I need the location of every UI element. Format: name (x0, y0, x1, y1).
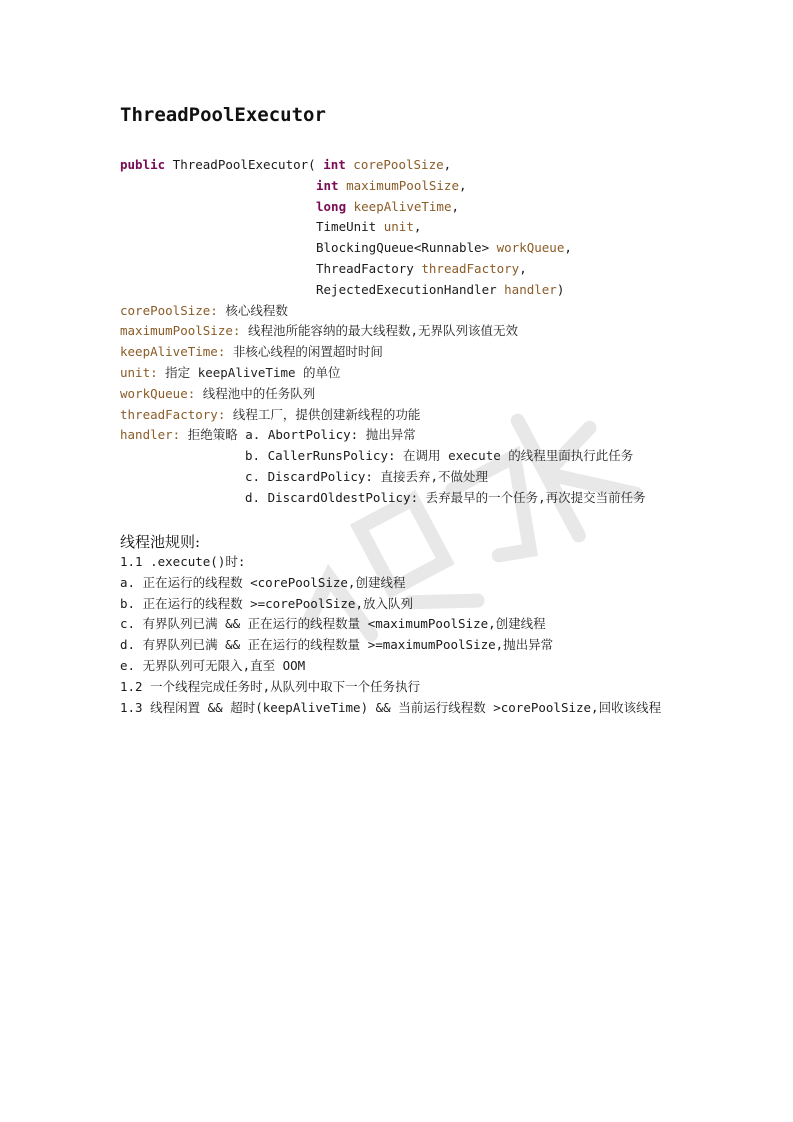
policy-line (120, 488, 646, 509)
param-type: TimeUnit (316, 219, 377, 235)
signature-param-line (120, 238, 646, 259)
param-desc-text: 线程工厂，提供创建新线程的功能 (225, 406, 421, 422)
param-type: int (316, 177, 339, 193)
signature-param-line (120, 197, 646, 218)
signature-param-line (120, 259, 646, 280)
rules-heading: 线程池规则: (120, 533, 201, 551)
rule-line: 1.2 一个线程完成任务时,从队列中取下一个任务执行 (120, 678, 421, 694)
param-desc-name: unit: (120, 364, 158, 380)
rule-line: 1.1 .execute()时: (120, 554, 246, 569)
param-separator: , (564, 240, 572, 256)
param-desc-line (120, 363, 646, 384)
param-desc-line (120, 321, 646, 342)
param-separator: , (413, 219, 422, 235)
policy-text: 在调用 execute 的线程里面执行此任务 (395, 448, 634, 464)
policy-name: b. CallerRunsPolicy: (245, 448, 396, 464)
param-desc-text: 线程池所能容纳的最大线程数,无界队列该值无效 (240, 323, 518, 339)
param-type: int (323, 157, 346, 172)
param-desc-line (120, 405, 646, 426)
param-desc-name: keepAliveTime: (120, 344, 226, 360)
param-separator: , (443, 157, 452, 172)
signature-param-line (120, 217, 646, 238)
handler-name: handler: (120, 427, 181, 443)
param-separator: , (451, 198, 459, 214)
param-type: BlockingQueue<Runnable> (316, 240, 490, 256)
signature-param-line (120, 176, 646, 197)
policy-text: 丢弃最早的一个任务,再次提交当前任务 (418, 489, 646, 505)
param-name: keepAliveTime (346, 198, 452, 214)
policy-line (120, 446, 646, 467)
param-desc-line (120, 301, 646, 322)
param-separator: ) (556, 281, 565, 297)
signature-param-line (120, 280, 646, 301)
keyword-public: public (120, 157, 166, 172)
param-name: workQueue (489, 240, 565, 256)
policy-name: a. AbortPolicy: (245, 427, 359, 443)
param-desc-line (120, 342, 646, 363)
rules-list (120, 552, 661, 718)
param-desc-name: maximumPoolSize: (120, 323, 241, 339)
handler-label: 拒绝策略 (180, 427, 246, 443)
rule-line: a. 正在运行的线程数 <corePoolSize,创建线程 (120, 574, 406, 590)
param-type: long (316, 198, 347, 214)
param-name: threadFactory (413, 260, 520, 276)
param-desc-text: 指定 keepAliveTime 的单位 (157, 364, 341, 380)
handler-desc-line (120, 425, 646, 446)
param-desc-text: 非核心线程的闲置超时时间 (225, 344, 383, 360)
signature-line-1 (120, 155, 646, 176)
constructor-block (120, 155, 646, 509)
policy-text: 抛出异常 (358, 427, 416, 443)
param-desc-name: corePoolSize: (120, 302, 218, 318)
policy-name: c. DiscardPolicy: (245, 468, 373, 484)
param-desc-name: threadFactory: (120, 406, 226, 422)
rule-line: 1.3 线程闲置 && 超时(keepAliveTime) && 当前运行线程数 >corePoolSize,回收该线程 (120, 699, 662, 715)
param-desc-text: 核心线程数 (217, 302, 288, 318)
param-desc-line (120, 384, 646, 405)
rule-line: c. 有界队列已满 && 正在运行的线程数量 <maximumPoolSize,创建线程 (120, 616, 546, 632)
param-name: maximumPoolSize (338, 177, 459, 193)
rule-line: b. 正在运行的线程数 >=corePoolSize,放入队列 (120, 595, 413, 611)
param-separator: , (519, 260, 527, 276)
param-name: handler (496, 281, 557, 297)
param-name: unit (376, 219, 414, 235)
rule-line: e. 无界队列可无限入,直至 OOM (120, 657, 306, 673)
policy-name: d. DiscardOldestPolicy: (245, 489, 419, 505)
param-type: RejectedExecutionHandler (316, 281, 497, 297)
param-name: corePoolSize (345, 157, 444, 172)
param-desc-name: workQueue: (120, 385, 196, 401)
param-separator: , (459, 177, 467, 193)
rule-line: d. 有界队列已满 && 正在运行的线程数量 >=maximumPoolSize,抛出异常 (120, 637, 554, 653)
page-title: ThreadPoolExecutor (120, 104, 326, 126)
param-desc-text: 线程池中的任务队列 (195, 385, 316, 401)
constructor-name: ThreadPoolExecutor( (165, 157, 324, 172)
param-type: ThreadFactory (316, 260, 414, 276)
policy-line (120, 467, 646, 488)
policy-text: 直接丢弃,不做处理 (372, 468, 488, 484)
